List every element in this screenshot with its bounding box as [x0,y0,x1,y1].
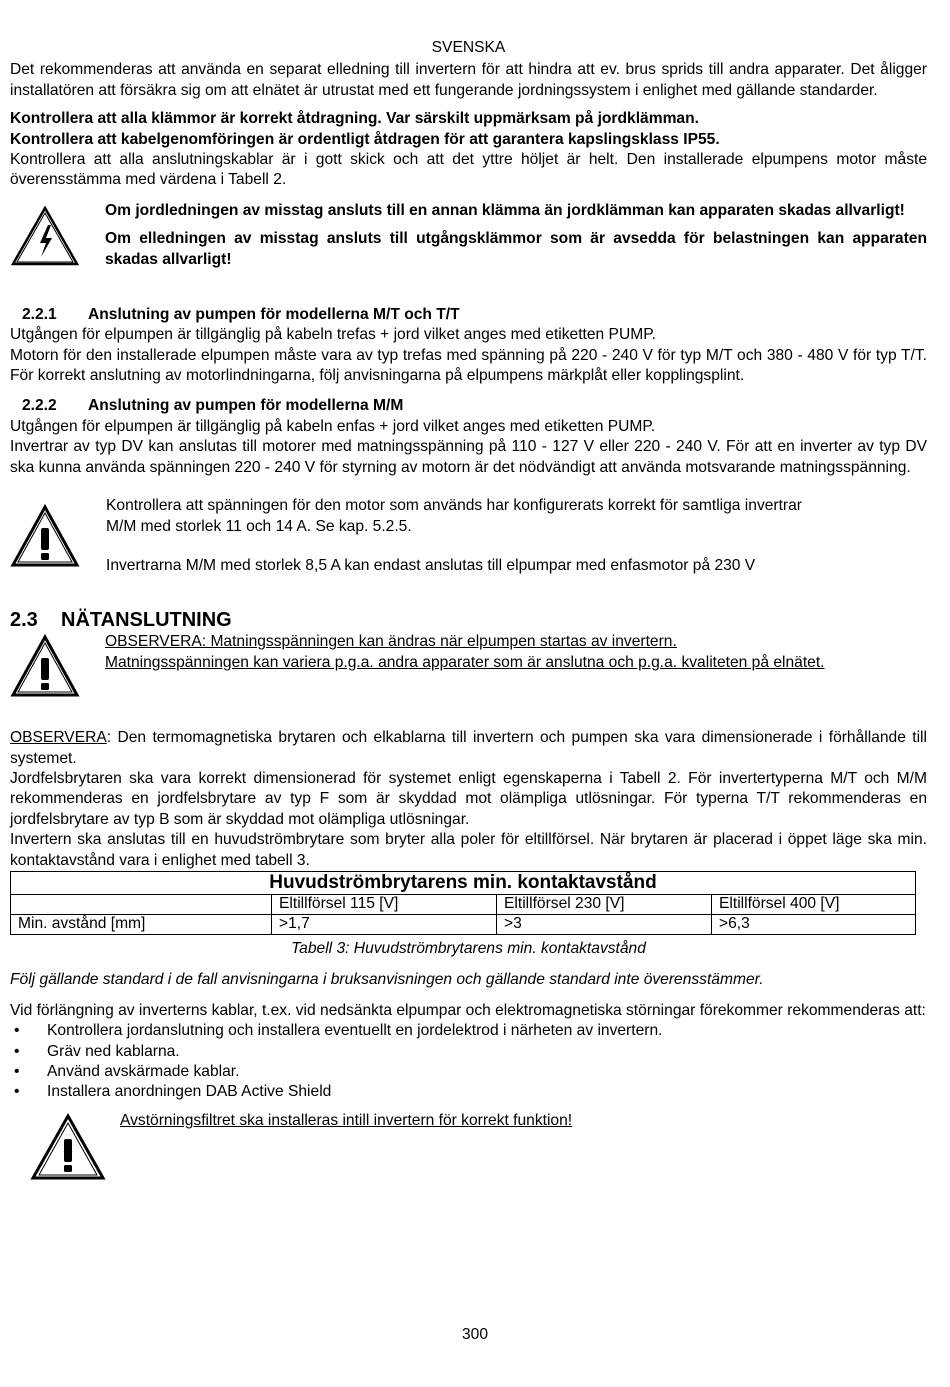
supply-vary-warning-text: Matningsspänningen kan variera p.g.a. andra apparater som är anslutna och p.g.a. kvaliteten på elnätet. [105,653,825,671]
list-item-text: Installera anordningen DAB Active Shield [47,1083,332,1101]
warning-icon [10,504,82,568]
mm-warning-block [10,496,927,604]
list-item [10,1082,927,1102]
mm-config-warning-line1: Kontrollera att spänningen för den motor som används har konfigurerats korrekt för samtliga invertrar [106,497,802,515]
mm-output-paragraph: Utgången för elpumpen är tillgänglig på kabeln enfas + jord vilket anges med etiketten PUMP. [10,417,656,435]
list-item [10,1062,927,1082]
heading-number: 2.3 [10,609,38,632]
table-header-cell: Eltillförsel 400 [V] [712,894,916,914]
table-row [11,914,916,934]
language-header: SVENSKA [431,39,506,56]
standard-note: Följ gällande standard i de fall anvisningarna i bruksanvisningen och gällande standard inte överensstämmer. [10,971,764,989]
supply-change-warning [105,632,927,652]
check-cable-gland-note: Kontrollera att kabelgenomföringen är ordentligt åtdragen för att garantera kapslingsklass IP55. [10,130,720,148]
supply-vary-warning [105,653,927,673]
mm-8-5a-warning: Invertrarna M/M med storlek 8,5 A kan endast anslutas till elpumpar med enfasmotor på 230 V [106,556,756,574]
rcd-paragraph: Jordfelsbrytaren ska vara korrekt dimensionerad för systemet enligt egenskaperna i Tabell 2. För invertertyperna M/T och M/M rekommenderas en jordfelsbrytare av typ F som är skyddad mot olämpliga utlösningar. För typerna T/T rekommenderas en jordfelsbrytare av typ B som är skyddad mot olämpliga utlösningar. [10,769,927,828]
heading-2-2-1 [10,305,927,325]
mm-voltage-paragraph: Invertrar av typ DV kan anslutas till motorer med matningsspänning på 110 - 127 V eller 220 - 240 V. För att en inverter av typ DV ska kunna använda spänningen 220 - 240 V för styrning av motorn är det nödvändigt att använda motsvarande matningsspänning. [10,438,927,476]
supply-change-warning-text: OBSERVERA: Matningsspänningen kan ändras när elpumpen startas av invertern. [105,633,677,651]
bullet: • [14,1062,20,1080]
heading-2-2-2 [10,396,927,416]
table-header-cell: Eltillförsel 115 [V] [272,894,497,914]
table-cell: >6,3 [712,914,916,934]
table-header-cell [11,894,272,914]
list-item [10,1021,927,1041]
recommendation-list [10,1021,927,1103]
output-misconnect-warning: Om elledningen av misstag ansluts till utgångsklämmor som är avsedda för belastningen kan apparaten skadas allvarligt! [105,230,927,268]
table-header-cell: Eltillförsel 230 [V] [497,894,712,914]
observera-label: OBSERVERA [10,729,107,747]
heading-2-3 [10,608,927,632]
mt-tt-motor-paragraph: Motorn för den installerade elpumpen måste vara av typ trefas med spänning på 220 - 240 V för typ M/T och 380 - 480 V för typ T/T. För korrekt anslutning av motorlindningarna, följ anvisningarna på elpumpens märkplåt eller kopplingsplint. [10,346,927,385]
bullet: • [14,1022,20,1040]
document-page [10,38,927,1191]
warning-icon [30,1113,102,1181]
mm-config-warning-line2: M/M med storlek 11 och 14 A. Se kap. 5.2.5. [106,517,412,535]
list-item-text: Gräv ned kablarna. [47,1042,180,1060]
filter-warning-text: Avstörningsfiltret ska installeras intill invertern för korrekt funktion! [120,1111,573,1129]
table-header-row [11,894,916,914]
page-number: 300 [461,1326,489,1343]
table-caption: Tabell 3: Huvudströmbrytarens min. kontaktavstånd [291,939,646,957]
check-cables-paragraph: Kontrollera att alla anslutningskablar är i gott skick och att det yttre höljet är helt. Den installerade elpumpens motor måste överensstämma med värdena i Tabell 2. [10,151,927,189]
mt-tt-output-paragraph: Utgången för elpumpen är tillgänglig på kabeln trefas + jord vilket anges med etiketten PUMP. [10,326,656,344]
ground-misconnect-warning: Om jordledningen av misstag ansluts till en annan klämma än jordklämman kan apparaten skadas allvarligt! [105,201,905,219]
table-cell: >1,7 [272,914,497,934]
warning-icon [10,634,82,698]
heading-number: 2.2.1 [22,305,57,323]
electric-hazard-icon [10,205,82,267]
main-switch-paragraph: Invertern ska anslutas till en huvudströmbrytare som bryter alla poler för eltillförsel. När brytaren är placerad i öppet läge ska min. kontaktavstånd vara i enlighet med tabell 3. [10,831,927,869]
observera-text: : Den termomagnetiska brytaren och elkablarna till invertern och pumpen ska vara dimensionerade i förhållande till systemet. [10,729,927,767]
observera-paragraph [10,728,927,769]
heading-number: 2.2.2 [22,397,57,415]
extension-paragraph: Vid förlängning av inverterns kablar, t.ex. vid nedsänkta elpumpar och elektromagnetiska störningar förekommer rekommenderas att: [10,1001,926,1019]
list-item-text: Kontrollera jordanslutning och installera eventuellt en jordelektrod i närheten av invertern. [47,1022,663,1040]
filter-warning [120,1111,927,1131]
table-title: Huvudströmbrytarens min. kontaktavstånd [11,871,916,894]
table-cell: Min. avstånd [mm] [11,914,272,934]
table-cell: >3 [497,914,712,934]
electric-warning-block [10,201,927,305]
list-item [10,1042,927,1062]
check-terminals-note: Kontrollera att alla klämmor är korrekt åtdragning. Var särskilt uppmärksam på jordklämman. [10,110,699,128]
bullet: • [14,1083,20,1101]
heading-title: NÄTANSLUTNING [61,609,232,632]
intro-paragraph: Det rekommenderas att använda en separat elledning till invertern för att hindra att ev. brus sprids till andra apparater. Det åligger installatören att försäkra sig om att elnätet är utrustat med ett fungerande jordningssystem i enlighet med gällande standarder. [10,61,927,99]
bullet: • [14,1042,20,1060]
list-item-text: Använd avskärmade kablar. [47,1062,240,1080]
mains-warning-block [10,632,927,728]
table-3 [10,871,916,935]
filter-warning-block [10,1111,927,1191]
heading-title: Anslutning av pumpen för modellerna M/M [88,397,404,415]
heading-title: Anslutning av pumpen för modellerna M/T och T/T [88,305,460,323]
